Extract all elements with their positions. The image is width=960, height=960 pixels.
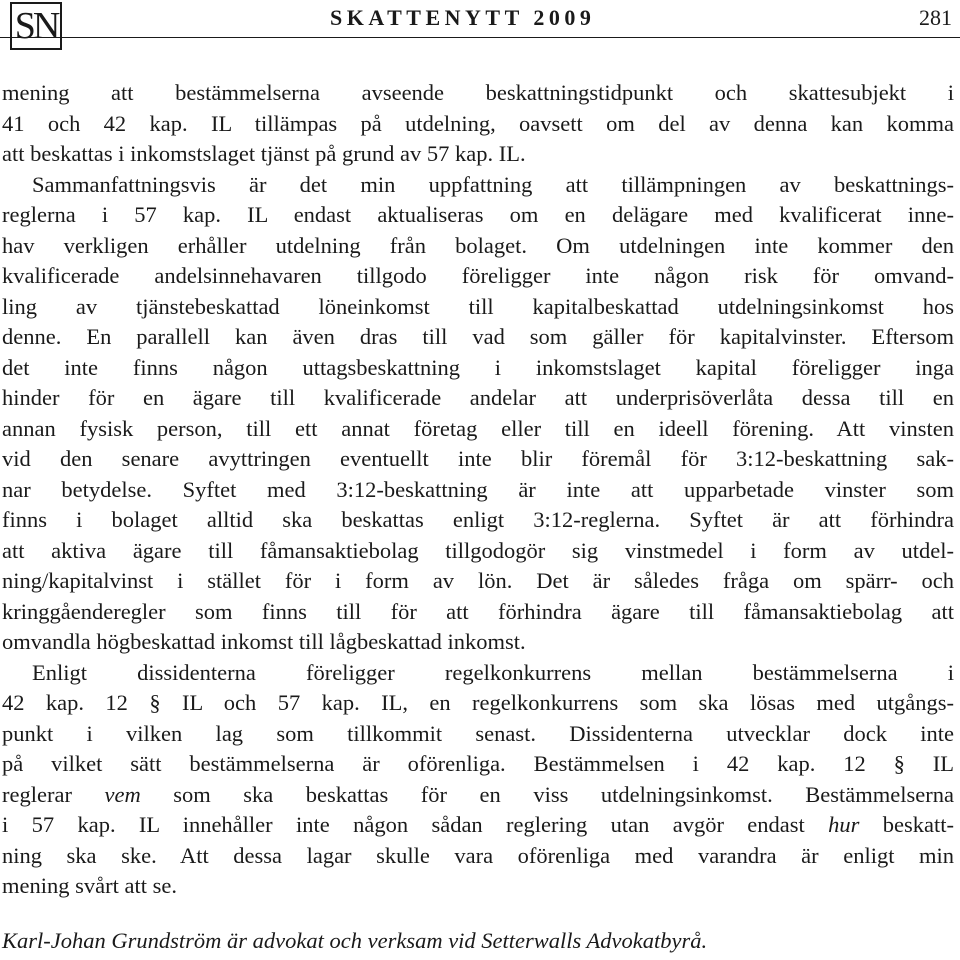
text-line: ling av tjänstebeskattad löneinkomst till kapitalbeskattad utdelningsinkomst hos xyxy=(2,293,954,319)
text-line: reglerna i 57 kap. IL endast aktualiseras om en delägare med kvalificerat inne- xyxy=(2,202,954,227)
header-rule xyxy=(0,37,960,38)
text-line xyxy=(2,780,954,811)
text-segment: reglerar xyxy=(2,781,105,807)
text-segment: som ska beskattas för en viss utdelningsinkomst. Bestämmelserna xyxy=(140,781,954,807)
paragraph xyxy=(2,78,954,658)
text-line: ning/kapitalvinst i stället för i form av lön. Det är således fråga om spärr- och xyxy=(2,568,954,593)
text-line: på vilket sätt bestämmelserna är oförenliga. Bestämmelsen i 42 kap. 12 § IL xyxy=(2,751,954,776)
page-number: 281 xyxy=(919,5,952,30)
text-line: Enligt dissidenterna föreligger regelkonkurrens mellan bestämmelserna i xyxy=(32,659,954,685)
text-line: hinder för en ägare till kvalificerade andelar att underprisöverlåta dessa till en xyxy=(2,385,954,410)
text-line: mening svårt att se. xyxy=(2,873,177,898)
text-line: punkt i vilken lag som tillkommit senast. Dissidenterna utvecklar dock inte xyxy=(2,720,954,746)
page-header xyxy=(0,0,960,60)
text-line: omvandla högbeskattad inkomst till lågbeskattad inkomst. xyxy=(2,629,526,654)
text-line: att aktiva ägare till fåmansaktiebolag tillgodogör sig vinstmedel i form av utdel- xyxy=(2,537,954,563)
text-line xyxy=(2,810,954,841)
text-line: annan fysisk person, till ett annat företag eller till en ideell förening. Att vinsten xyxy=(2,415,954,441)
text-line: nar betydelse. Syftet med 3:12-beskattning är inte att upparbetade vinster som xyxy=(2,476,954,502)
paragraph xyxy=(2,658,954,902)
text-line: denne. En parallell kan även dras till vad som gäller för kapitalvinster. Eftersom xyxy=(2,324,954,349)
text-line: kringgåenderegler som finns till för att förhindra ägare till fåmansaktiebolag att xyxy=(2,598,954,624)
text-line: det inte finns någon uttagsbeskattning i inkomstslaget kapital föreligger inga xyxy=(2,354,954,380)
text-line: hav verkligen erhåller utdelning från bolaget. Om utdelningen inte kommer den xyxy=(2,232,954,258)
emphasized-word: vem xyxy=(104,781,141,807)
text-segment: beskatt- xyxy=(859,812,954,837)
article-body xyxy=(2,78,954,902)
text-line: mening att bestämmelserna avseende beskattningstidpunkt och skattesubjekt i xyxy=(2,80,954,105)
text-line: vid den senare avyttringen eventuellt inte blir föremål för 3:12-beskattning sak- xyxy=(2,446,954,471)
journal-title: SKATTENYTT 2009 xyxy=(330,5,596,30)
journal-logo: SN xyxy=(10,2,62,50)
text-line: finns i bolaget alltid ska beskattas enligt 3:12-reglerna. Syftet är att förhindra xyxy=(2,507,954,532)
emphasized-word: hur xyxy=(828,812,860,837)
text-line: kvalificerade andelsinnehavaren tillgodo föreligger inte någon risk för omvand- xyxy=(2,263,954,288)
text-line: 41 och 42 kap. IL tillämpas på utdelning, oavsett om del av denna kan komma xyxy=(2,110,954,136)
text-segment: i 57 kap. IL innehåller inte någon sådan reglering utan avgör endast xyxy=(2,812,829,837)
author-note: Karl-Johan Grundström är advokat och verksam vid Setterwalls Advokatbyrå. xyxy=(2,928,708,953)
text-line: 42 kap. 12 § IL och 57 kap. IL, en regelkonkurrens som ska lösas med utgångs- xyxy=(2,690,954,715)
text-line: att beskattas i inkomstslaget tjänst på grund av 57 kap. IL. xyxy=(2,141,526,166)
text-line: ning ska ske. Att dessa lagar skulle vara oförenliga med varandra är enligt min xyxy=(2,842,954,868)
text-line: Sammanfattningsvis är det min uppfattning att tillämpningen av beskattnings- xyxy=(32,171,954,197)
